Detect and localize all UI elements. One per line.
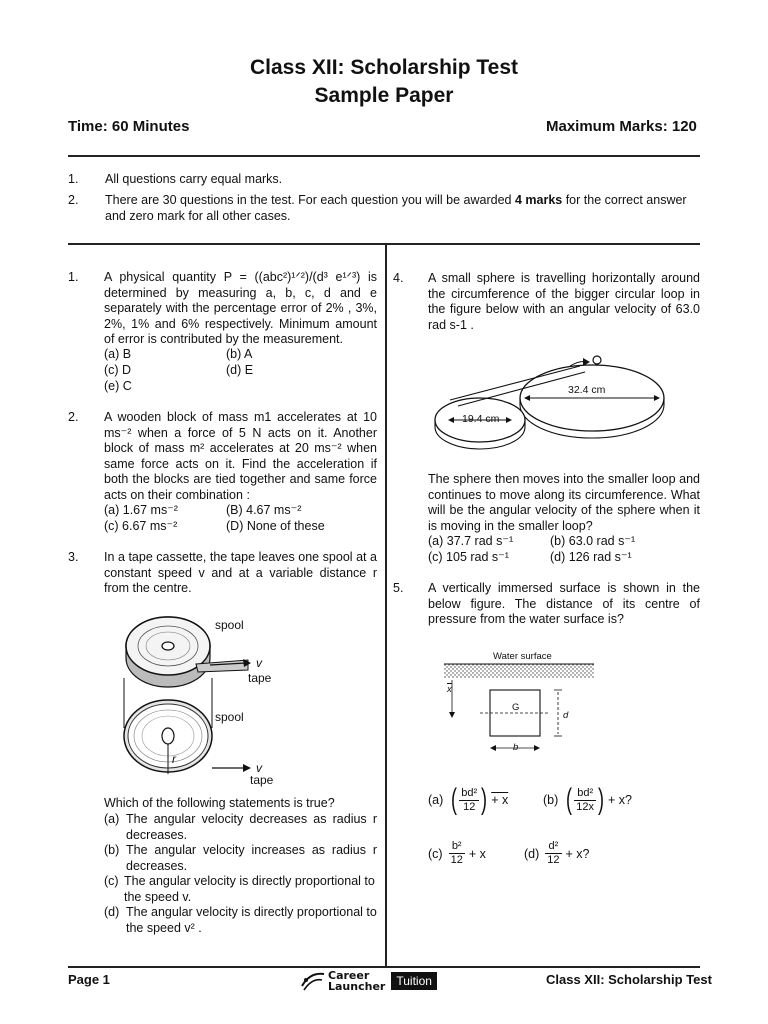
- question-2-text: A wooden block of mass m1 accelerates at 10 ms⁻² when a force of 5 N acts on it. Another block of mass m² accelerates at 20 ms⁻² when same force acts on it. Find the acceleration if both the blocks are tied together and same force acts on their combination :: [104, 410, 377, 502]
- career-launcher-logo: [300, 970, 437, 992]
- answer-d: (d) $\frac{\text{d²}}{12}$ + x?: [524, 840, 590, 866]
- instruction-text: All questions carry equal marks.: [105, 172, 283, 186]
- footer-title: Class XII: Scholarship Test: [546, 972, 712, 987]
- g-label: G: [512, 702, 520, 713]
- question-5-text: A vertically immersed surface is shown in the below figure. The distance of its centre of pressure from the water surface is?: [428, 581, 700, 626]
- answer-c: (c) $\frac{\text{b²}}{12}$ + x: [428, 840, 486, 866]
- instruction-number: 2.: [68, 193, 79, 207]
- option: (a) 1.67 ms⁻²: [104, 503, 178, 517]
- question-number: 3.: [68, 550, 79, 564]
- tape-cassette-figure: [118, 608, 293, 788]
- time-label: Time: 60 Minutes: [68, 118, 190, 135]
- question-3-text: In a tape cassette, the tape leaves one spool at a constant speed v and at a variable distance r from the centre.: [104, 550, 377, 595]
- question-4-text-2: The sphere then moves into the smaller loop and continues to move along its circumference. What will be the angular velocity of the sphere when it is moving in the smaller loop?: [428, 472, 700, 533]
- brand-line-2: Launcher: [328, 980, 386, 993]
- column-divider: [385, 245, 387, 967]
- max-marks-label: Maximum Marks: 120: [546, 118, 697, 135]
- loop-track-figure: [430, 348, 670, 458]
- instructions: [68, 171, 700, 231]
- header-divider: [68, 155, 700, 157]
- question-3-prompt: Which of the following statements is true?: [104, 796, 335, 810]
- option: (B) 4.67 ms⁻²: [226, 503, 302, 517]
- question-number: 5.: [393, 581, 404, 595]
- brand-line-1: Career: [328, 969, 370, 982]
- page-subtitle: Sample Paper: [314, 84, 454, 107]
- question-number: 2.: [68, 410, 79, 424]
- figure-label: tape: [250, 773, 274, 787]
- small-loop-label: 19.4 cm: [462, 413, 500, 425]
- answer-b: (b) ( $\frac{\text{bd²}}{12x}$ ) + x?: [543, 783, 633, 816]
- brand-mark-icon: [300, 970, 326, 992]
- instruction-number: 1.: [68, 172, 79, 186]
- footer-divider: [68, 966, 700, 968]
- page-title: Class XII: Scholarship Test: [249, 56, 519, 79]
- option: (a) The angular velocity decreases as radius r decreases. (b) The angular velocity increases as radius r decreases. (c) The angular velocity is directly proportional to the speed v. (d) The angular velocity is directly proportional to the speed v² .: [104, 812, 377, 935]
- option: (c) 105 rad s⁻¹: [428, 550, 509, 564]
- b-label: b: [513, 742, 519, 753]
- figure-label: spool: [215, 618, 244, 632]
- d-label: d: [563, 710, 569, 721]
- option: (b) 63.0 rad s⁻¹: [550, 534, 636, 548]
- answer-a: (a) ( $\frac{\text{bd²}}{12}$ ) + x: [428, 783, 509, 816]
- immersed-surface-figure: [440, 660, 600, 760]
- option: (d) E: [226, 363, 254, 377]
- big-loop-label: 32.4 cm: [568, 384, 606, 396]
- instruction-text: There are 30 questions in the test. For each question you will be awarded 4 marks for the correct answer and zero mark for all other cases.: [105, 193, 687, 223]
- instructions-divider: [68, 243, 700, 245]
- question-4-text: A small sphere is travelling horizontally around the circumference of the bigger circular loop in the figure below with an angular velocity of 63.0 rad s-1 .: [428, 271, 700, 332]
- option: (d) 126 rad s⁻¹: [550, 550, 632, 564]
- question-number: 1.: [68, 270, 79, 284]
- x-label: $\overline{x}$: [447, 684, 452, 695]
- option: (a) B: [104, 347, 132, 361]
- brand-tag: Tuition: [391, 972, 437, 990]
- figure-label: v: [256, 656, 262, 670]
- page-number: Page 1: [68, 972, 110, 987]
- figure-label: spool: [215, 710, 244, 724]
- option: (e) C: [104, 379, 132, 393]
- question-1-text: A physical quantity P = ((abc²)¹ᐟ²)/(d³ e¹ᐟ³) is determined by measuring a, b, c, d and e separately with the percentage error of 2% , 3%, 2%, 1% and 6% respectively. Minimum amount of error is contributed by the measurement.: [104, 270, 377, 346]
- figure-label: tape: [248, 671, 272, 685]
- option: (c) 6.67 ms⁻²: [104, 519, 178, 533]
- question-number: 4.: [393, 271, 404, 285]
- water-surface-label: Water surface: [493, 651, 552, 662]
- figure-label: v: [256, 761, 262, 775]
- option: (b) A: [226, 347, 253, 361]
- figure-label: r: [172, 752, 176, 766]
- option: (a) 37.7 rad s⁻¹: [428, 534, 514, 548]
- option: (c) D: [104, 363, 132, 377]
- option: (D) None of these: [226, 519, 325, 533]
